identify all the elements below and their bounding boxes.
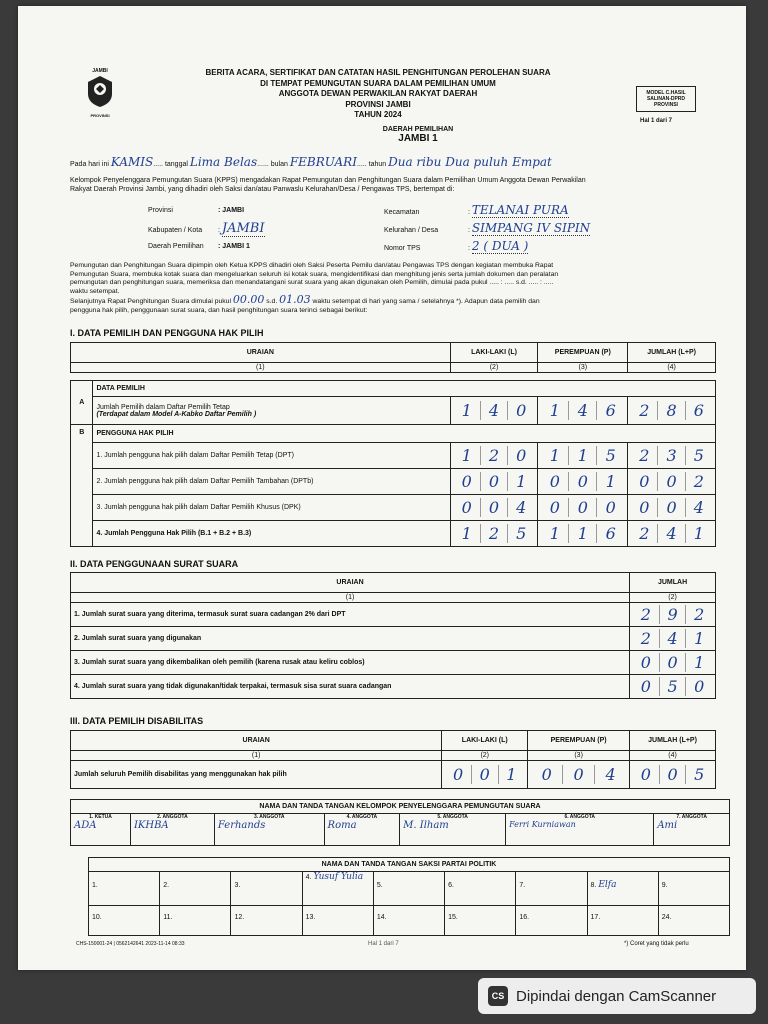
location-left: Provinsi : JAMBI Kabupaten / Kota : JAMBI Daerah Pemilihan : JAMBI 1 [148, 207, 265, 250]
dpt-label: Jumlah Pemilih dalam Daftar Pemilih Tetap [96, 403, 230, 411]
saksi-signature: Elfa [598, 880, 617, 890]
tahun-label: tahun [368, 161, 387, 168]
saksi-slot: 2. [160, 872, 231, 906]
jambi-logo [80, 68, 120, 118]
start-time: 00.00 [232, 293, 265, 307]
tanggal-value: Lima Belas [189, 155, 258, 169]
ss3-label: 3. Jumlah surat suara yang dikembalikan oleh pemilih (karena rusak atau keliru coblos) [71, 651, 630, 675]
pada-hari-ini-label: Pada hari ini [70, 161, 109, 168]
kpps-role: 4. ANGGOTA [346, 814, 378, 820]
saksi-slot: 8. [590, 882, 597, 889]
b1-l-value: 1 2 0 [454, 446, 535, 465]
saksi-slot: 7. [516, 872, 587, 906]
section-3-title: III. DATA PEMILIH DISABILITAS [70, 716, 204, 726]
col-number: (1) [71, 751, 442, 761]
saksi-slot: 14. [373, 906, 444, 936]
emblem-icon [85, 74, 115, 108]
col-uraian: URAIAN [71, 573, 630, 593]
section-1-table [70, 342, 716, 547]
col-j: JUMLAH (L+P) [628, 343, 716, 363]
location-dapil-label: Daerah Pemilihan [148, 243, 204, 250]
model-line: PROVINSI [654, 102, 678, 108]
col-p: PEREMPUAN (P) [538, 343, 628, 363]
b3-j-value: 0 0 4 [631, 498, 712, 517]
camscanner-text: Dipindai dengan CamScanner [516, 987, 717, 1005]
b3-l-value: 0 0 4 [454, 498, 535, 517]
col-number: (2) [450, 363, 538, 373]
hari-value: KAMIS [110, 155, 154, 169]
b3-p-value: 0 0 0 [541, 498, 624, 517]
footer-note: *) Coret yang tidak perlu [624, 941, 689, 947]
col-number: (2) [630, 593, 716, 603]
header-line: ANGGOTA DEWAN PERWAKILAN RAKYAT DAERAH [278, 89, 478, 98]
provinsi-value: : JAMBI [218, 207, 245, 214]
saksi-slot: 11. [160, 906, 231, 936]
dpt-sublabel: (Terdapat dalam Model A-Kabko Daftar Pemilih ) [96, 410, 257, 418]
dpt-j-value: 2 8 6 [631, 401, 712, 420]
ss1-label: 1. Jumlah surat suara yang diterima, termasuk surat suara cadangan 2% dari DPT [71, 603, 630, 627]
kpps-signature: Ami [657, 820, 678, 831]
model-box [636, 86, 696, 112]
b4-j-value: 2 4 1 [631, 524, 712, 543]
b2-p-value: 0 0 1 [541, 472, 624, 491]
col-number: (1) [71, 593, 630, 603]
section-b-title: PENGGUNA HAK PILIH [93, 425, 716, 443]
header-line: TAHUN 2024 [354, 110, 402, 119]
col-j: JUMLAH (L+P) [630, 731, 716, 751]
dis-j-value: 0 0 5 [633, 765, 712, 784]
tahun-value: Dua ribu Dua puluh Empat [388, 155, 552, 169]
dpt-p-value: 1 4 6 [541, 401, 624, 420]
kecamatan-value: TELANAI PURA [471, 203, 569, 217]
kpps-signature: Ferhands [217, 820, 266, 831]
logo-top-text: JAMBI [92, 68, 108, 74]
section-a-code: A [71, 381, 93, 425]
b4-l-value: 1 2 5 [454, 524, 535, 543]
b4-p-value: 1 1 6 [541, 524, 624, 543]
dis-l-value: 0 0 1 [445, 765, 524, 784]
ss2-label: 2. Jumlah surat suara yang digunakan [71, 627, 630, 651]
ss2-value: 2 4 1 [633, 629, 712, 648]
section-2-table [70, 572, 716, 699]
saksi-slot: 15. [445, 906, 516, 936]
procedure-paragraph [70, 262, 730, 316]
section-1-title: I. DATA PEMILIH DAN PENGGUNA HAK PILIH [70, 328, 264, 338]
para-line: pemungutan dan penghitungan suara, memeriksa dan menandatangani surat suara yang akan digunakan oleh Pemilih, dimulai pada pukul ..... : ..... s.d. ..... : ..... [70, 279, 554, 287]
saksi-slot: 1. [89, 872, 160, 906]
b1-p-value: 1 1 5 [541, 446, 624, 465]
col-jumlah: JUMLAH [630, 573, 716, 593]
kpps-role: 7. ANGGOTA [676, 814, 707, 820]
page-indicator: Hal 1 dari 7 [640, 118, 673, 124]
ss4-label: 4. Jumlah surat suara yang tidak digunakan/tidak terpakai, termasuk sisa surat suara cadangan [71, 675, 630, 699]
para-line: waktu setempat di hari yang sama / setelahnya *). Adapun data pemilih dan [312, 298, 540, 306]
saksi-slot: 13. [302, 906, 373, 936]
camscanner-badge [478, 978, 756, 1014]
kabkota-label: Kabupaten / Kota [148, 227, 203, 234]
dapil-name: JAMBI 1 [398, 133, 438, 144]
logo-bottom-text: PROVINSI [90, 113, 110, 118]
ss3-value: 0 0 1 [633, 653, 712, 672]
kabkota-value: JAMBI [221, 221, 265, 236]
sd-label: s.d. [266, 298, 278, 306]
intro-text-2: Rakyat Daerah Provinsi Jambi, yang dihadiri oleh Saksi dan/atau Panwaslu Kelurahan/Desa / Pengawas TPS, bertempat di: [70, 186, 455, 193]
saksi-slot: 17. [587, 906, 658, 936]
col-uraian: URAIAN [71, 343, 451, 363]
ss1-value: 2 9 2 [633, 605, 712, 624]
col-number: (3) [538, 363, 628, 373]
header-line: PROVINSI JAMBI [345, 99, 411, 109]
ss4-value: 0 5 0 [633, 677, 712, 696]
saksi-signature-title: NAMA DAN TANDA TANGAN SAKSI PARTAI POLITIK [89, 858, 730, 872]
col-number: (4) [630, 751, 716, 761]
document-header [168, 68, 588, 121]
kpps-signature: ADA [74, 820, 97, 831]
dis-p-value: 0 0 4 [531, 765, 626, 784]
location-dapil-value: : JAMBI 1 [218, 243, 250, 250]
saksi-slot: 10. [89, 906, 160, 936]
col-p: PEREMPUAN (P) [528, 731, 630, 751]
para-line: pengguna hak pilih, penggunaan surat suara, dan hasil penghitungan suara terinci sebagai berikut: [70, 306, 368, 314]
kecamatan-label: Kecamatan [384, 209, 420, 216]
b1-label: 1. Jumlah pengguna hak pilih dalam Daftar Pemilih Tetap (DPT) [93, 443, 450, 469]
b3-label: 3. Jumlah pengguna hak pilih dalam Daftar Pemilih Khusus (DPK) [93, 495, 450, 521]
kpps-signature: IKHBA [133, 820, 169, 831]
header-line: BERITA ACARA, SERTIFIKAT DAN CATATAN HASIL PENGHITUNGAN PEROLEHAN SUARA [205, 68, 551, 77]
col-number: (2) [442, 751, 528, 761]
col-l: LAKI-LAKI (L) [450, 343, 538, 363]
intro-text-1: Kelompok Penyelenggara Pemungutan Suara (KPPS) mengadakan Rapat Pemungutan dan Penghitungan Suara dalam Pemilihan Umum Anggota Dewan Perwakilan [70, 177, 586, 184]
kelurahan-value: SIMPANG IV SIPIN [471, 221, 591, 235]
saksi-slot: 3. [231, 872, 302, 906]
intro-text [70, 176, 730, 194]
section-3-table [70, 730, 716, 789]
dpt-l-value: 1 4 0 [454, 401, 535, 420]
camscanner-icon: CS [488, 986, 508, 1006]
saksi-signature: Yusuf Yulia [313, 872, 364, 882]
tps-value: 2 ( DUA ) [471, 239, 529, 253]
saksi-slot: 5. [373, 872, 444, 906]
col-number: (3) [528, 751, 630, 761]
para-line: waktu setempat. [70, 287, 120, 295]
kpps-signature: Ferri Kurniawan [509, 820, 576, 829]
saksi-slot: 4. [305, 874, 312, 881]
para-line: Pemungutan dan Penghitungan Suara dipimpin oleh Ketua KPPS dihadiri oleh Saksi Peserta Pemilu dan/atau Pengawas TPS dengan kegiatan membuka Rapat [70, 262, 554, 269]
b2-label: 2. Jumlah pengguna hak pilih dalam Daftar Pemilih Tambahan (DPTb) [93, 469, 450, 495]
dapil-heading [318, 126, 518, 144]
b4-label: 4. Jumlah Pengguna Hak Pilih (B.1 + B.2 + B.3) [93, 521, 450, 547]
provinsi-label: Provinsi [148, 207, 173, 214]
section-2-title: II. DATA PENGGUNAAN SURAT SUARA [70, 559, 239, 569]
bulan-label: bulan [270, 161, 288, 168]
col-number: (4) [628, 363, 716, 373]
kpps-role: 5. ANGGOTA [437, 814, 468, 820]
kpps-role: 3. ANGGOTA [253, 814, 285, 820]
kpps-signature-title: NAMA DAN TANDA TANGAN KELOMPOK PENYELENGGARA PEMUNGUTAN SUARA [71, 800, 730, 814]
kelurahan-label: Kelurahan / Desa [384, 227, 439, 234]
saksi-slot: 6. [445, 872, 516, 906]
header-line: DI TEMPAT PEMUNGUTAN SUARA DALAM PEMILIHAN UMUM [260, 78, 496, 88]
saksi-table [88, 857, 730, 936]
section-a-title: DATA PEMILIH [93, 381, 716, 397]
col-l: LAKI-LAKI (L) [442, 731, 528, 751]
kpps-role: 2. ANGGOTA [157, 814, 188, 820]
end-time: 01.03 [279, 293, 311, 307]
b1-j-value: 2 3 5 [631, 446, 712, 465]
footer-page: Hal 1 dari 7 [368, 941, 399, 947]
kpps-role: 6. ANGGOTA [564, 814, 595, 820]
col-number: (1) [71, 363, 451, 373]
footer-code: CHS-150001-24 | 0562142641 2023-11-14 08:33 [76, 941, 185, 947]
signature-table [70, 799, 730, 846]
location-right: Kecamatan : TELANAI PURA Kelurahan / Desa : SIMPANG IV SIPIN Nomor TPS : 2 ( DUA ) [384, 203, 591, 253]
section-b-code: B [71, 425, 93, 547]
model-line: MODEL C.HASIL [646, 90, 686, 96]
disabilitas-label: Jumlah seluruh Pemilih disabilitas yang menggunakan hak pilih [71, 761, 442, 789]
tanggal-label: tanggal [164, 161, 188, 168]
model-line: SALINAN-DPRD [646, 96, 686, 102]
saksi-slot: 16. [516, 906, 587, 936]
para-line: Selanjutnya Rapat Penghitungan Suara dimulai pukul [70, 298, 231, 306]
kpps-signature: Roma [327, 820, 357, 831]
saksi-slot: 24. [658, 906, 729, 936]
b2-l-value: 0 0 1 [454, 472, 535, 491]
b2-j-value: 0 0 2 [631, 472, 712, 491]
intro-line: Pada hari ini KAMIS..... tanggal Lima Belas...... bulan FEBRUARI..... tahun Dua ribu Dua puluh Empat [70, 155, 552, 169]
kpps-signature: M. Ilham [403, 820, 449, 831]
col-uraian: URAIAN [71, 731, 442, 751]
document-page [18, 6, 746, 970]
saksi-slot: 12. [231, 906, 302, 936]
bulan-value: FEBRUARI [289, 155, 357, 169]
para-line: Pemungutan Suara, membuka kotak suara dan mengeluarkan seluruh isi kotak suara, mengidentifikasi dan menghitung jenis serta jumlah dokumen dan peralatan [70, 270, 559, 278]
saksi-slot: 9. [658, 872, 729, 906]
dapil-label: DAERAH PEMILIHAN [382, 126, 454, 133]
tps-label: Nomor TPS [384, 245, 421, 252]
kpps-role: 1. KETUA [89, 814, 112, 820]
